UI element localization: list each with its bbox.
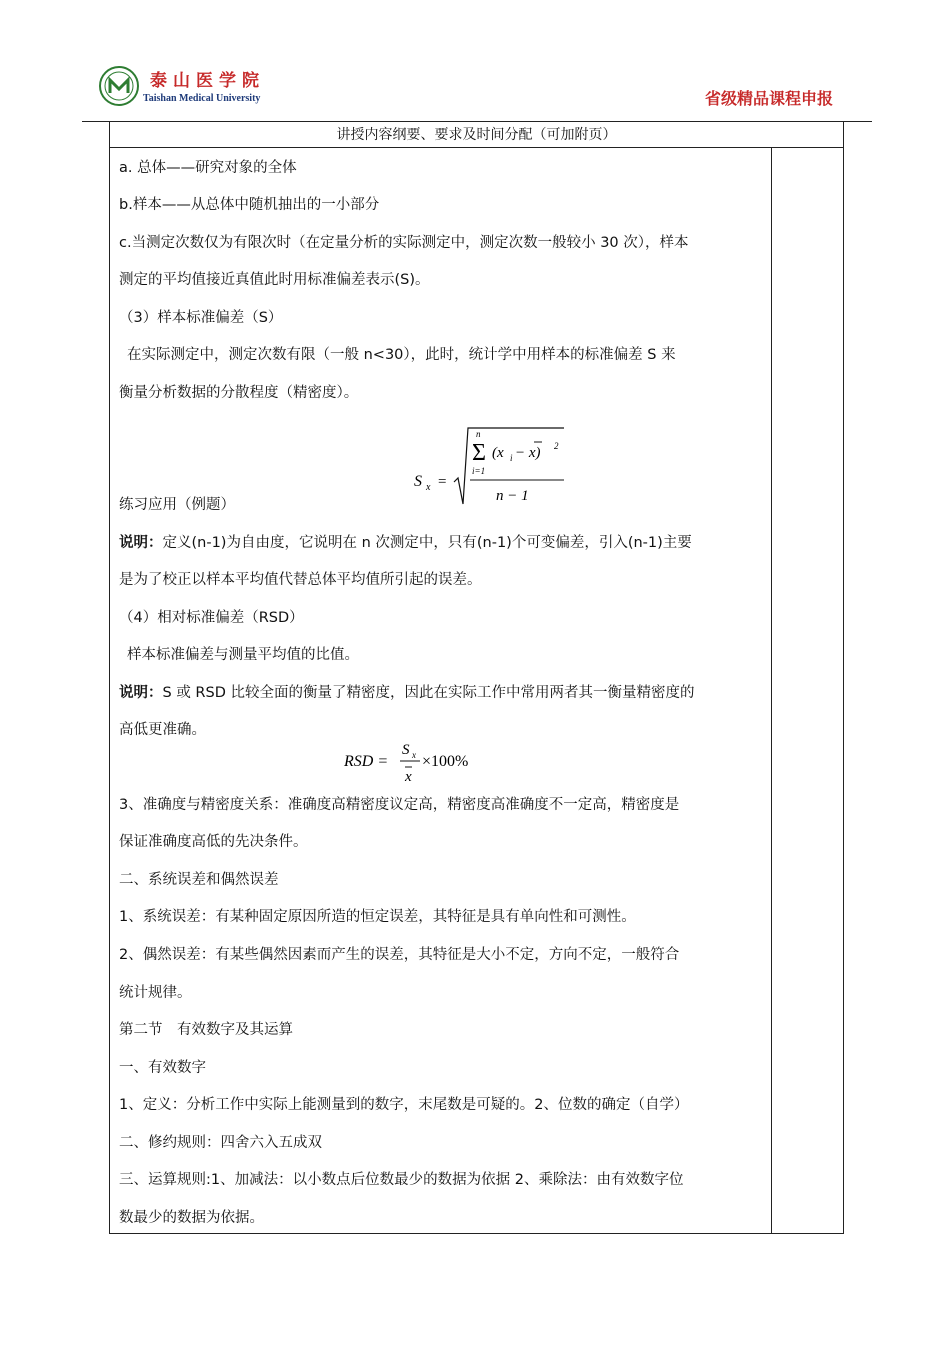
text-line: 数最少的数据为依据。: [119, 1210, 264, 1226]
university-logo: [99, 66, 139, 106]
std-deviation-formula: [410, 424, 570, 508]
numerator-x: (x: [492, 445, 504, 461]
note-label: 说明：: [119, 685, 163, 701]
text-line: 是为了校正以样本平均值代替总体平均值所引起的误差。: [119, 572, 482, 588]
section-heading: 一、有效数字: [119, 1060, 206, 1076]
school-name-en: Taishan Medical University: [143, 93, 261, 104]
text-line: 1、系统误差：有某种固定原因所造的恒定误差，其特征是具有单向性和可测性。: [119, 909, 636, 925]
rsd-lhs: RSD =: [344, 753, 389, 770]
note-label: 说明：: [119, 535, 163, 551]
school-name-cn: 泰山医学院: [150, 71, 265, 91]
text-line: 在实际测定中，测定次数有限（一般 n<30），此时，统计学中用样本的标准偏差 S 来: [127, 347, 676, 363]
sigma-top: n: [476, 429, 481, 439]
text-line: 练习应用（例题）: [119, 497, 235, 513]
svg-text:Σ: Σ: [472, 440, 486, 466]
rsd-denominator: x: [405, 769, 412, 785]
text-line: 高低更准确。: [119, 722, 206, 738]
table-heading: 讲授内容纲要、要求及时间分配（可加附页）: [110, 122, 843, 148]
numerator-rest: − x): [515, 445, 541, 461]
rsd-formula: [340, 737, 490, 787]
formula-lhs: S: [414, 473, 422, 490]
section-heading: （3）样本标准偏差（S）: [119, 310, 283, 326]
text-line: 二、修约规则：四舍六入五成双: [119, 1135, 322, 1151]
text-line: 统计规律。: [119, 985, 192, 1001]
section-heading: （4）相对标准偏差（RSD）: [119, 610, 304, 626]
text-line: c.当测定次数仅为有限次时（在定量分析的实际测定中，测定次数一般较小 30 次），样本: [119, 235, 689, 251]
page-header-title: 省级精品课程申报: [705, 89, 834, 108]
rsd-tail: ×100%: [422, 753, 469, 770]
table-column-divider: [771, 148, 772, 1233]
text-line: 2、偶然误差：有某些偶然因素而产生的误差，其特征是大小不定，方向不定，一般符合: [119, 947, 680, 963]
numerator-sup: 2: [554, 441, 559, 451]
rsd-numerator-sub: x: [412, 750, 416, 760]
formula-eq: =: [438, 474, 447, 490]
note-text: S 或 RSD 比较全面的衡量了精密度，因此在实际工作中常用两者其一衡量精密度的: [162, 685, 695, 701]
text-line: 保证准确度高低的先决条件。: [119, 834, 308, 850]
text-line: a. 总体——研究对象的全体: [119, 160, 297, 176]
text-line: 衡量分析数据的分散程度（精密度）。: [119, 385, 359, 401]
text-line: 测定的平均值接近真值此时用标准偏差表示(S)。: [119, 272, 430, 288]
text-line: 三、运算规则:1、加减法：以小数点后位数最少的数据为依据 2、乘除法：由有效数字位: [119, 1172, 684, 1188]
sigma-bottom: i=1: [472, 466, 486, 476]
text-line: 样本标准偏差与测量平均值的比值。: [127, 647, 359, 663]
text-line: 3、准确度与精密度关系：准确度高精密度议定高，精密度高准确度不一定高，精密度是: [119, 797, 680, 813]
note-line: [119, 533, 692, 553]
note-text: 定义(n-1)为自由度，它说明在 n 次测定中，只有(n-1)个可变偏差，引入(n-1)主要: [162, 535, 692, 551]
section-heading: 二、系统误差和偶然误差: [119, 872, 279, 888]
text-line: 1、定义：分析工作中实际上能测量到的数字，末尾数是可疑的。2、位数的确定（自学）: [119, 1097, 689, 1113]
denominator: n − 1: [496, 488, 529, 504]
note-line: [119, 683, 694, 703]
rsd-numerator: S: [402, 742, 410, 758]
formula-lhs-sub: x: [426, 482, 431, 493]
text-line: b.样本——从总体中随机抽出的一小部分: [119, 197, 380, 213]
section-heading: 第二节 有效数字及其运算: [119, 1022, 293, 1038]
numerator-sub: i: [510, 453, 513, 463]
